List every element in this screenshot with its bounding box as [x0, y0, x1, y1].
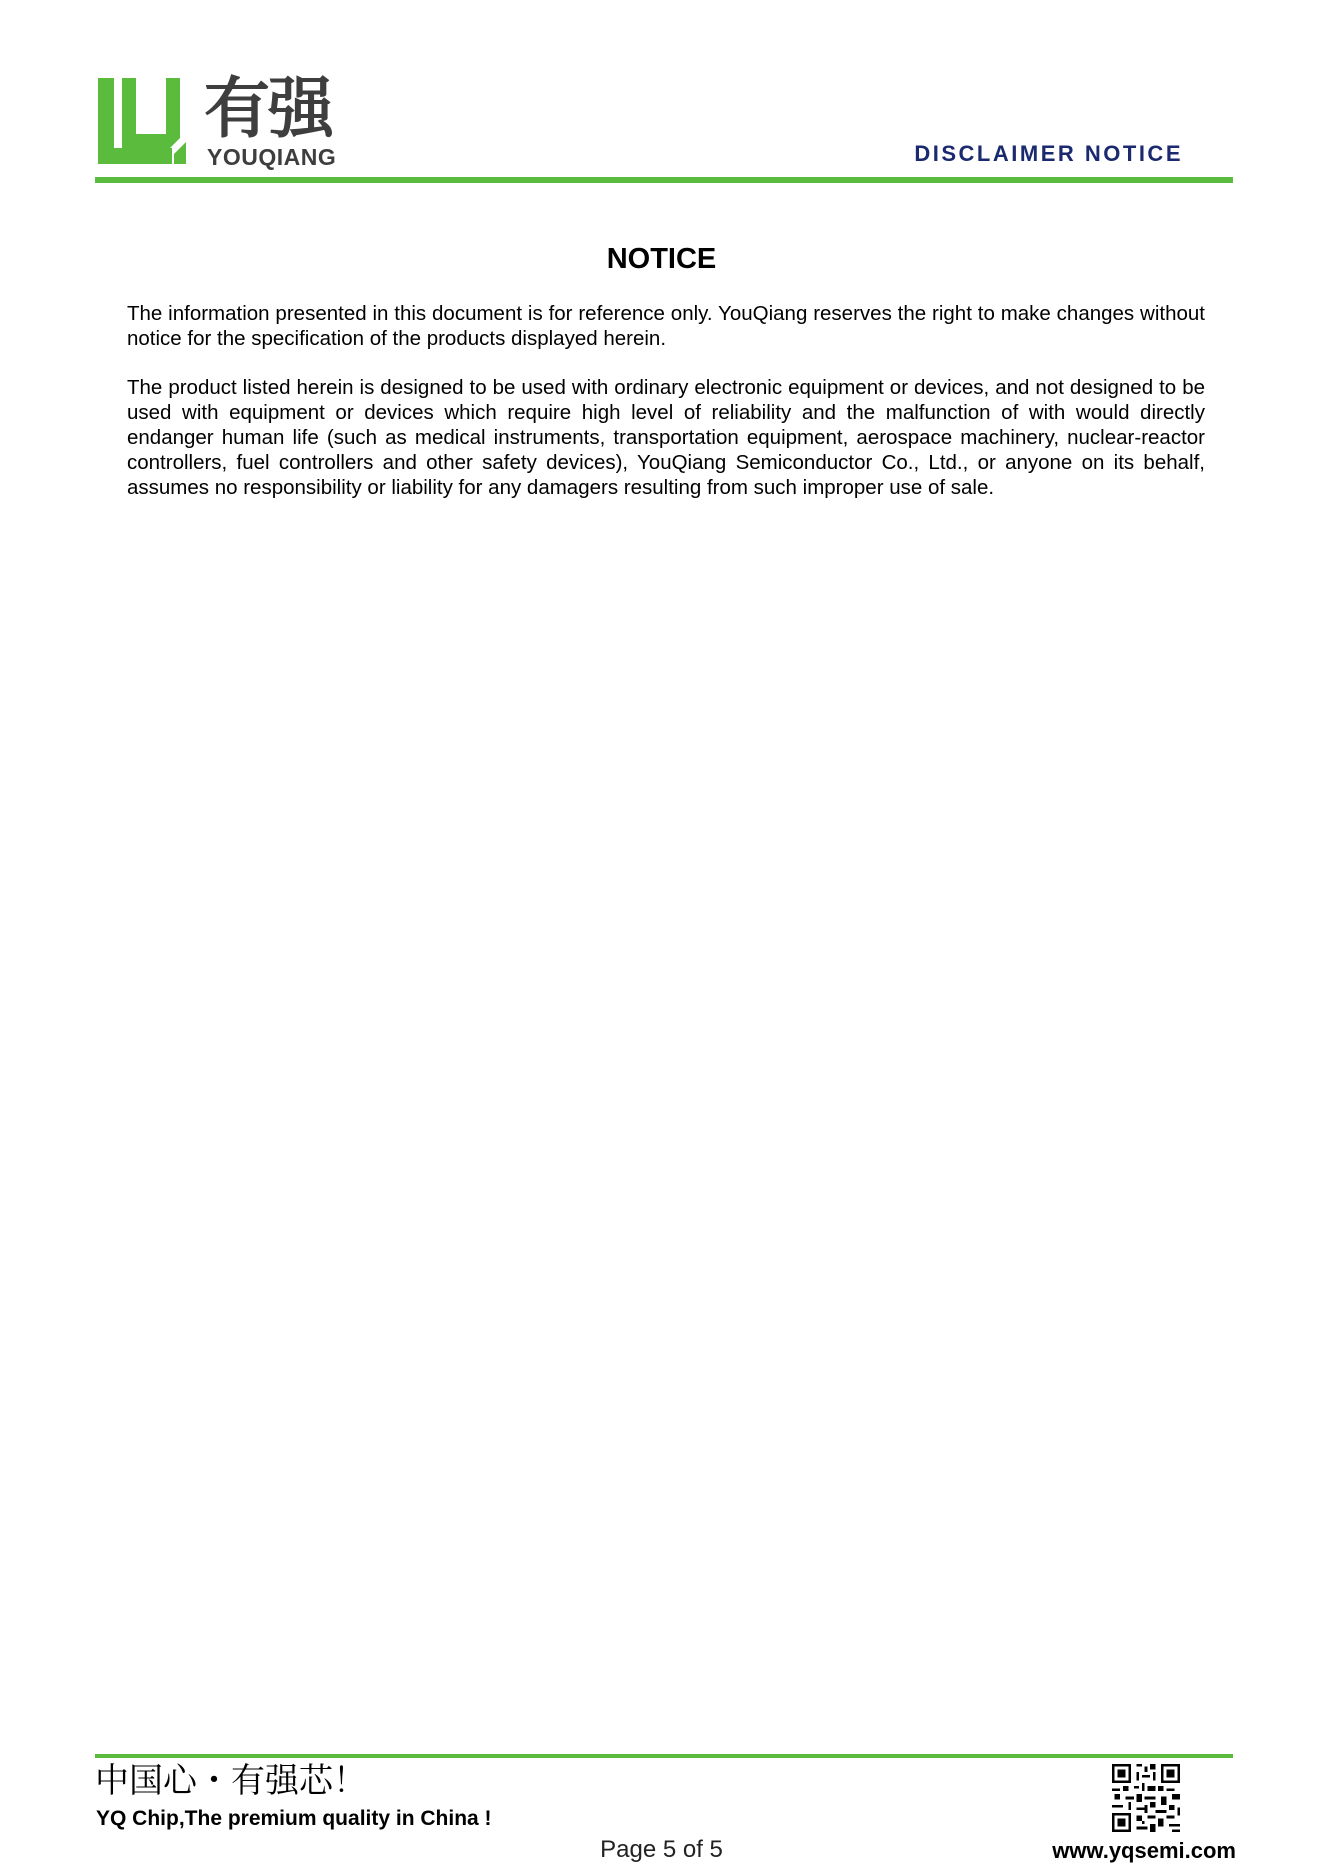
section-label: DISCLAIMER NOTICE — [914, 141, 1183, 166]
logo-english-text: YOUQIANG — [207, 144, 337, 170]
notice-paragraph-1: The information presented in this document is for reference only. YouQiang reserves the right to make changes without notice for the specification of the products displayed herein. — [127, 302, 1205, 350]
page-number: Page 5 of 5 — [600, 1836, 723, 1863]
header-divider — [95, 177, 1233, 183]
logo-chinese-text: 有强 — [204, 70, 332, 147]
logo-mark-icon — [96, 76, 188, 166]
notice-title: NOTICE — [606, 243, 717, 275]
qr-code-icon — [1110, 1764, 1182, 1832]
footer-slogan-chinese: 中国心・有强芯！ — [95, 1761, 367, 1801]
footer-slogan-english: YQ Chip,The premium quality in China ! — [96, 1807, 492, 1830]
notice-paragraph-2: The product listed herein is designed to be used with ordinary electronic equipment or devices, and not designed to be used with equipment or devices which require high level of reliability and the malfunction of with would directly endanger human life (such as medical instruments, transportation equipment, aerospace machinery, nuclear-reactor controllers, fuel controllers and other safety devices), YouQiang Semiconductor Co., Ltd., or anyone on its behalf, assumes no responsibility or liability for any damagers resulting from such improper use of sale. — [127, 376, 1205, 499]
website-link[interactable]: www.yqsemi.com — [1052, 1838, 1236, 1863]
footer-divider — [95, 1754, 1233, 1758]
company-logo — [96, 70, 351, 170]
